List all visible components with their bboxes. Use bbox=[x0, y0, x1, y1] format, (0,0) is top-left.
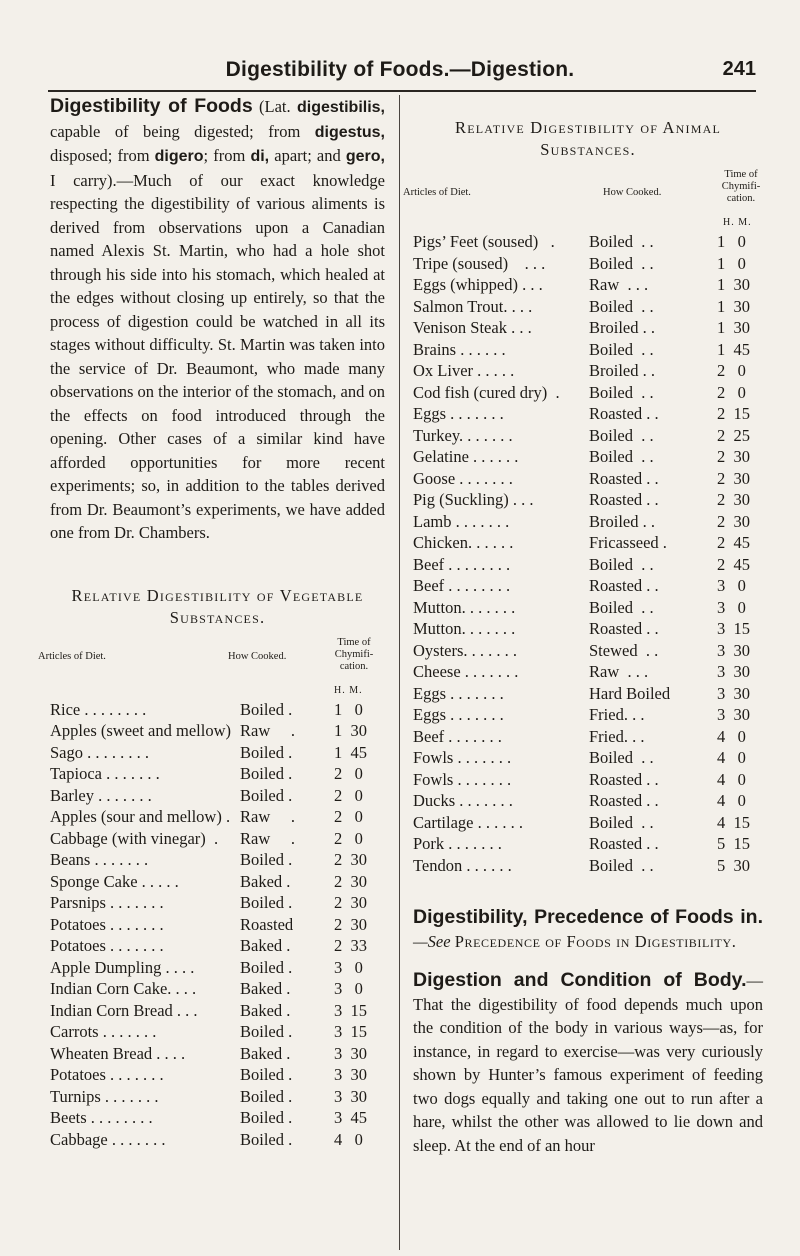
table-row bbox=[50, 978, 385, 1000]
table-row bbox=[50, 1043, 385, 1065]
row-how-cooked: Roasted . . bbox=[589, 404, 659, 423]
row-how-cooked: Boiled . bbox=[240, 764, 293, 783]
row-article: Wheaten Bread . . . . bbox=[50, 1043, 186, 1063]
row-time: 1 0 bbox=[717, 232, 746, 251]
table-row bbox=[413, 726, 763, 748]
page-header bbox=[0, 0, 800, 100]
table-row bbox=[413, 489, 763, 511]
animal-table bbox=[403, 169, 763, 876]
condition-body: —That the digestibility of food depends much upon the condition of the body in various ways—as, for instance, in regard to exercise—was very curiously shown by Hunter’s famous experiment of feeding two dogs equally and taking one out to run after a hare, whilst the other was allowed to lie down and sleep. At the end of an hour bbox=[413, 971, 763, 1155]
row-how-cooked: Baked . bbox=[240, 871, 291, 891]
row-how-cooked: Roasted . . bbox=[589, 468, 659, 488]
row-how-cooked: Boiled . . bbox=[589, 232, 654, 251]
table-row bbox=[413, 274, 763, 296]
vegetable-title-line-2: Substances. bbox=[169, 607, 266, 627]
row-time: 2 45 bbox=[717, 554, 750, 574]
row-article: Fowls . . . . . . . bbox=[413, 748, 512, 767]
row-how-cooked: Boiled . . bbox=[589, 554, 654, 574]
precedence-reference: Precedence of Foods in Digestibility. bbox=[454, 931, 737, 951]
row-time: 1 30 bbox=[334, 721, 367, 740]
page-number: 241 bbox=[722, 58, 756, 80]
row-how-cooked: Boiled . bbox=[240, 893, 293, 912]
etym-text-3: ; from bbox=[203, 146, 251, 165]
animal-title-line-1: Relative Digestibility of Animal bbox=[454, 118, 721, 137]
row-time: 3 0 bbox=[334, 979, 363, 998]
row-time: 3 30 bbox=[717, 705, 750, 724]
row-article: Ducks . . . . . . . bbox=[413, 791, 513, 810]
row-article: Beef . . . . . . . . bbox=[413, 554, 511, 574]
row-time: 3 30 bbox=[717, 640, 750, 660]
row-article: Turkey. . . . . . . bbox=[413, 425, 513, 445]
left-column bbox=[38, 95, 385, 1150]
table-row bbox=[413, 769, 763, 791]
row-time: 5 15 bbox=[717, 834, 750, 853]
etym-open: (Lat. bbox=[259, 97, 291, 116]
row-article: Parsnips . . . . . . . bbox=[50, 893, 164, 912]
table-row bbox=[413, 618, 763, 640]
condition-heading: Digestion and Condition of Body. bbox=[413, 969, 747, 991]
table-row bbox=[413, 468, 763, 490]
table-row bbox=[50, 785, 385, 807]
row-time: 2 30 bbox=[334, 871, 367, 891]
row-time: 3 15 bbox=[334, 1000, 367, 1020]
row-how-cooked: Baked . bbox=[240, 979, 291, 998]
table-row bbox=[413, 704, 763, 726]
row-article: Tripe (soused) . . . bbox=[413, 253, 546, 273]
col-hm-header: H. M. bbox=[334, 684, 363, 696]
row-article: Salmon Trout. . . . bbox=[413, 296, 533, 316]
row-article: Rice . . . . . . . . bbox=[50, 699, 147, 719]
table-row bbox=[413, 296, 763, 318]
row-time: 2 30 bbox=[717, 511, 750, 531]
row-article: Cabbage . . . . . . . bbox=[50, 1129, 166, 1149]
table-row bbox=[50, 892, 385, 914]
row-how-cooked: Raw . bbox=[240, 807, 295, 826]
row-time: 1 45 bbox=[334, 742, 367, 762]
table-row bbox=[413, 425, 763, 447]
row-article: Eggs . . . . . . . bbox=[413, 404, 504, 423]
row-how-cooked: Boiled . bbox=[240, 1086, 293, 1106]
table-row bbox=[50, 699, 385, 721]
row-article: Venison Steak . . . bbox=[413, 318, 532, 337]
etym-word-3: digero bbox=[154, 148, 204, 165]
row-time: 4 0 bbox=[717, 748, 746, 767]
row-how-cooked: Baked . bbox=[240, 1043, 291, 1063]
row-how-cooked: Boiled . . bbox=[589, 597, 654, 617]
row-time: 2 30 bbox=[334, 914, 367, 934]
row-article: Mutton. . . . . . . bbox=[413, 619, 516, 638]
row-time: 1 0 bbox=[717, 253, 746, 273]
row-article: Indian Corn Cake. . . . bbox=[50, 979, 197, 998]
row-article: Oysters. . . . . . . bbox=[413, 640, 518, 660]
row-article: Eggs . . . . . . . bbox=[413, 705, 504, 724]
row-article: Mutton. . . . . . . bbox=[413, 597, 516, 617]
row-time: 4 0 bbox=[717, 791, 746, 810]
column-divider bbox=[399, 95, 400, 1250]
row-time: 1 30 bbox=[717, 296, 750, 316]
animal-rows bbox=[413, 231, 763, 876]
row-article: Chicken. . . . . . bbox=[413, 533, 514, 552]
row-how-cooked: Broiled . . bbox=[589, 511, 655, 531]
row-article: Beef . . . . . . . . bbox=[413, 576, 511, 595]
row-article: Apple Dumpling . . . . bbox=[50, 957, 195, 977]
row-how-cooked: Boiled . . bbox=[589, 748, 654, 767]
row-how-cooked: Roasted . . bbox=[589, 769, 659, 789]
row-article: Cheese . . . . . . . bbox=[413, 662, 519, 681]
precedence-entry bbox=[413, 906, 763, 953]
running-title: Digestibility of Foods.—Digestion. bbox=[225, 58, 575, 81]
col-hm-header: H. M. bbox=[723, 217, 752, 228]
table-row bbox=[413, 532, 763, 554]
etym-word-5: gero, bbox=[345, 148, 385, 165]
row-article: Potatoes . . . . . . . bbox=[50, 914, 164, 934]
row-time: 3 45 bbox=[334, 1108, 367, 1127]
table-row bbox=[50, 935, 385, 957]
row-how-cooked: Fried. . . bbox=[589, 726, 645, 746]
row-time: 3 30 bbox=[334, 1065, 367, 1084]
row-article: Lamb . . . . . . . bbox=[413, 511, 510, 531]
table-row bbox=[50, 1000, 385, 1022]
row-article: Cod fish (cured dry) . bbox=[413, 382, 560, 402]
row-article: Tapioca . . . . . . . bbox=[50, 764, 160, 783]
col-time-header: Time of Chymifi-cation. bbox=[334, 636, 374, 672]
row-article: Sago . . . . . . . . bbox=[50, 742, 149, 762]
row-time: 2 0 bbox=[334, 828, 363, 848]
table-row bbox=[50, 1021, 385, 1043]
row-how-cooked: Boiled . . bbox=[589, 425, 654, 445]
table-row bbox=[413, 403, 763, 425]
row-time: 2 30 bbox=[717, 447, 750, 466]
etym-text-1: capable of being digested; from bbox=[50, 121, 315, 141]
intro-body: I carry).—Much of our exact knowledge respecting the digestibility of various aliments is derived from observations upon a Canadian named Alexis St. Martin, who had a hole shot through his side into his stomach, which healed at the edges without closing up entirely, so that the process of digestion could be watched in all its stages without difficulty. St. Martin was taken into the service of Dr. Beaumont, who made many observations on the interior of the stomach, and on the effects on food introduced through the opening. Other cases of a similar kind have afforded opportunities for more recent experiments; so, in addition to the tables derived from Dr. Beaumont’s experiments, we have added one from Dr. Chambers. bbox=[50, 170, 385, 542]
row-how-cooked: Roasted . . bbox=[589, 490, 659, 509]
row-article: Beans . . . . . . . bbox=[50, 850, 149, 869]
table-row bbox=[413, 231, 763, 253]
col-how-header: How Cooked. bbox=[228, 650, 287, 662]
table-row bbox=[413, 511, 763, 533]
row-time: 2 0 bbox=[717, 361, 746, 380]
table-row bbox=[50, 871, 385, 893]
row-how-cooked: Boiled . . bbox=[589, 339, 654, 359]
row-article: Turnips . . . . . . . bbox=[50, 1086, 159, 1106]
precedence-heading: Digestibility, Precedence of Foods in. bbox=[413, 906, 763, 928]
table-row bbox=[413, 855, 763, 877]
precedence-see: —See bbox=[413, 931, 455, 951]
row-how-cooked: Roasted . . bbox=[589, 619, 659, 638]
row-how-cooked: Boiled . . bbox=[589, 382, 654, 402]
row-how-cooked: Boiled . . bbox=[589, 812, 654, 832]
row-article: Brains . . . . . . bbox=[413, 339, 506, 359]
row-how-cooked: Fricasseed . bbox=[589, 533, 667, 552]
col-how-header: How Cooked. bbox=[603, 187, 662, 198]
row-how-cooked: Boiled . . bbox=[589, 447, 654, 466]
table-row bbox=[50, 1129, 385, 1151]
table-row bbox=[413, 790, 763, 812]
row-article: Tendon . . . . . . bbox=[413, 855, 512, 875]
row-article: Ox Liver . . . . . bbox=[413, 361, 515, 380]
row-how-cooked: Roasted . . bbox=[589, 834, 659, 853]
row-article: Potatoes . . . . . . . bbox=[50, 936, 164, 955]
row-how-cooked: Boiled . bbox=[240, 742, 293, 762]
row-how-cooked: Boiled . bbox=[240, 957, 293, 977]
vegetable-title-line-1: Relative Digestibility of Vegetable bbox=[71, 585, 364, 605]
table-row bbox=[413, 382, 763, 404]
table-row bbox=[50, 806, 385, 828]
animal-title-line-2: Substances. bbox=[540, 140, 636, 159]
row-article: Cartilage . . . . . . bbox=[413, 812, 523, 832]
row-time: 1 0 bbox=[334, 699, 363, 719]
header-rule bbox=[48, 90, 756, 92]
row-article: Cabbage (with vinegar) . bbox=[50, 828, 219, 848]
col-articles-header: Articles of Diet. bbox=[38, 650, 106, 662]
etym-word-2: digestus, bbox=[314, 123, 385, 141]
row-article: Gelatine . . . . . . bbox=[413, 447, 519, 466]
table-row bbox=[413, 683, 763, 705]
row-time: 2 30 bbox=[717, 490, 750, 509]
row-time: 2 0 bbox=[334, 785, 363, 805]
table-row bbox=[413, 446, 763, 468]
row-time: 3 0 bbox=[334, 957, 363, 977]
table-row bbox=[50, 914, 385, 936]
row-time: 1 30 bbox=[717, 318, 750, 337]
row-how-cooked: Boiled . bbox=[240, 1022, 293, 1041]
row-time: 2 25 bbox=[717, 425, 750, 445]
row-how-cooked: Raw . bbox=[240, 828, 295, 848]
row-how-cooked: Roasted . . bbox=[589, 791, 659, 810]
table-row bbox=[413, 554, 763, 576]
vegetable-rows bbox=[50, 699, 385, 1151]
row-how-cooked: Raw . . . bbox=[589, 275, 649, 294]
row-article: Apples (sweet and mellow) bbox=[50, 721, 231, 740]
table-row bbox=[413, 360, 763, 382]
row-time: 1 45 bbox=[717, 339, 750, 359]
row-time: 4 0 bbox=[717, 726, 746, 746]
row-how-cooked: Baked . bbox=[240, 1000, 291, 1020]
row-time: 3 15 bbox=[334, 1022, 367, 1041]
row-time: 3 0 bbox=[717, 597, 746, 617]
row-article: Apples (sour and mellow) . bbox=[50, 807, 231, 826]
row-time: 3 15 bbox=[717, 619, 750, 638]
table-row bbox=[413, 640, 763, 662]
intro-paragraph bbox=[50, 95, 385, 545]
row-article: Carrots . . . . . . . bbox=[50, 1022, 157, 1041]
row-time: 2 30 bbox=[717, 468, 750, 488]
row-article: Goose . . . . . . . bbox=[413, 468, 513, 488]
row-article: Pork . . . . . . . bbox=[413, 834, 502, 853]
row-how-cooked: Roasted . . bbox=[589, 576, 659, 595]
row-time: 3 30 bbox=[334, 1086, 367, 1106]
table-row bbox=[413, 661, 763, 683]
row-article: Sponge Cake . . . . . bbox=[50, 871, 179, 891]
row-how-cooked: Boiled . bbox=[240, 850, 293, 869]
row-how-cooked: Boiled . bbox=[240, 699, 293, 719]
row-how-cooked: Roasted bbox=[240, 914, 294, 934]
col-articles-header: Articles of Diet. bbox=[403, 187, 471, 198]
row-article: Beef . . . . . . . bbox=[413, 726, 502, 746]
row-article: Pig (Suckling) . . . bbox=[413, 490, 534, 509]
row-how-cooked: Boiled . bbox=[240, 785, 293, 805]
row-time: 3 30 bbox=[334, 1043, 367, 1063]
col-time-header: Time of Chymifi-cation. bbox=[721, 169, 761, 204]
row-how-cooked: Boiled . . bbox=[589, 253, 654, 273]
row-how-cooked: Baked . bbox=[240, 936, 291, 955]
right-column bbox=[403, 95, 763, 1157]
animal-table-header bbox=[403, 169, 763, 228]
row-time: 3 0 bbox=[717, 576, 746, 595]
row-how-cooked: Broiled . . bbox=[589, 318, 655, 337]
vegetable-table bbox=[38, 636, 385, 1151]
row-time: 2 15 bbox=[717, 404, 750, 423]
row-article: Beets . . . . . . . . bbox=[50, 1108, 153, 1127]
row-article: Eggs . . . . . . . bbox=[413, 683, 504, 703]
row-time: 4 0 bbox=[717, 769, 746, 789]
row-article: Indian Corn Bread . . . bbox=[50, 1000, 198, 1020]
row-time: 2 30 bbox=[334, 850, 367, 869]
vegetable-table-title bbox=[50, 585, 385, 629]
table-row bbox=[50, 1107, 385, 1129]
row-how-cooked: Broiled . . bbox=[589, 361, 655, 380]
vegetable-table-header bbox=[38, 636, 385, 696]
table-row bbox=[50, 1086, 385, 1108]
table-row bbox=[50, 957, 385, 979]
row-how-cooked: Boiled . . bbox=[589, 855, 654, 875]
row-time: 2 0 bbox=[717, 382, 746, 402]
etym-word-4: di, bbox=[250, 148, 270, 165]
table-row bbox=[50, 1064, 385, 1086]
etym-text-2: disposed; from bbox=[50, 146, 155, 165]
table-row bbox=[413, 597, 763, 619]
table-row bbox=[413, 747, 763, 769]
row-article: Fowls . . . . . . . bbox=[413, 769, 512, 789]
table-row bbox=[413, 317, 763, 339]
row-how-cooked: Boiled . bbox=[240, 1065, 293, 1084]
row-time: 5 30 bbox=[717, 855, 750, 875]
entry-term: Digestibility of Foods bbox=[50, 95, 253, 117]
row-article: Potatoes . . . . . . . bbox=[50, 1065, 164, 1084]
row-time: 2 30 bbox=[334, 893, 367, 912]
row-article: Eggs (whipped) . . . bbox=[413, 275, 543, 294]
row-how-cooked: Boiled . bbox=[240, 1129, 293, 1149]
etym-word-1: digestibilis, bbox=[296, 99, 385, 116]
animal-table-title bbox=[413, 117, 763, 161]
row-time: 2 0 bbox=[334, 764, 363, 783]
row-time: 3 30 bbox=[717, 662, 750, 681]
table-row bbox=[50, 742, 385, 764]
row-article: Pigs’ Feet (soused) . bbox=[413, 232, 555, 251]
row-how-cooked: Hard Boiled bbox=[589, 683, 671, 703]
row-time: 2 45 bbox=[717, 533, 750, 552]
row-how-cooked: Stewed . . bbox=[589, 640, 659, 660]
table-row bbox=[50, 828, 385, 850]
etym-text-4: apart; and bbox=[269, 146, 346, 165]
row-article: Barley . . . . . . . bbox=[50, 785, 152, 805]
table-row bbox=[413, 253, 763, 275]
table-row bbox=[50, 720, 385, 742]
row-time: 3 30 bbox=[717, 683, 750, 703]
row-time: 2 33 bbox=[334, 936, 367, 955]
row-time: 4 15 bbox=[717, 812, 750, 832]
row-time: 4 0 bbox=[334, 1129, 363, 1149]
table-row bbox=[413, 833, 763, 855]
row-time: 2 0 bbox=[334, 807, 363, 826]
row-how-cooked: Raw . bbox=[240, 721, 295, 740]
condition-entry bbox=[413, 969, 763, 1157]
table-row bbox=[50, 763, 385, 785]
table-row bbox=[413, 339, 763, 361]
row-how-cooked: Raw . . . bbox=[589, 662, 649, 681]
table-row bbox=[413, 812, 763, 834]
row-time: 1 30 bbox=[717, 275, 750, 294]
table-row bbox=[413, 575, 763, 597]
row-how-cooked: Boiled . . bbox=[589, 296, 654, 316]
row-how-cooked: Fried. . . bbox=[589, 705, 645, 724]
row-how-cooked: Boiled . bbox=[240, 1108, 293, 1127]
table-row bbox=[50, 849, 385, 871]
